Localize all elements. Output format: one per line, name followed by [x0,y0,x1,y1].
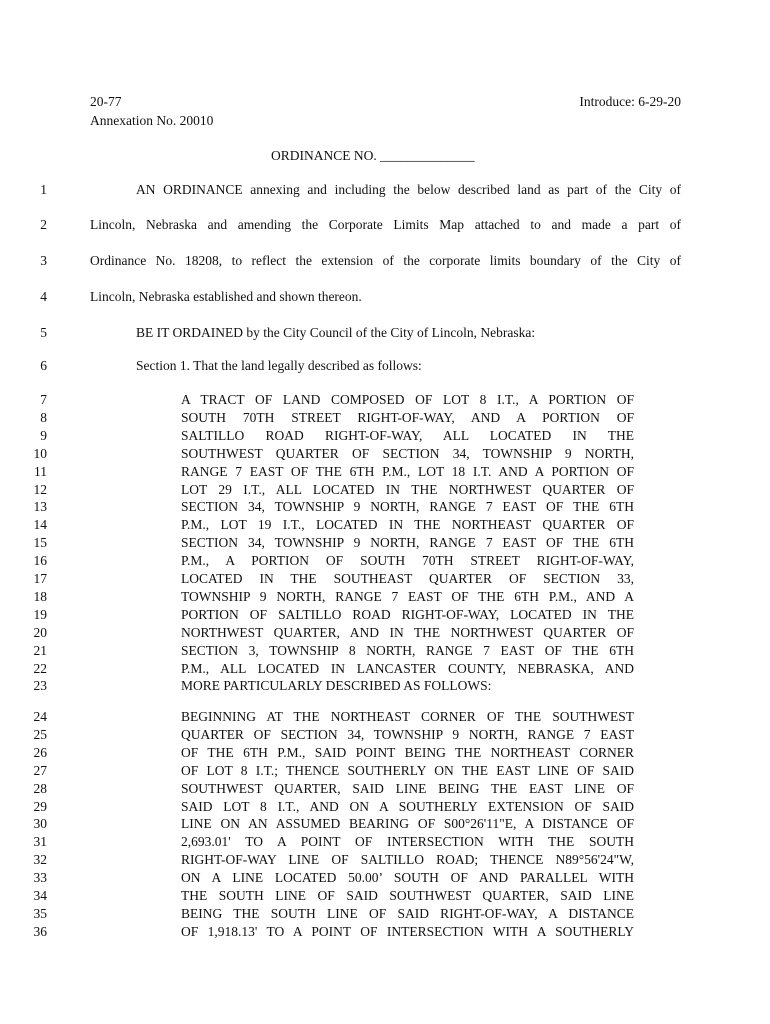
legal-description-line: RIGHT-OF-WAY LINE OF SALTILLO ROAD; THENCE N89°56'24"W, [181,852,634,868]
legal-description-line: BEGINNING AT THE NORTHEAST CORNER OF THE SOUTHWEST [181,709,634,724]
legal-description-line: MORE PARTICULARLY DESCRIBED AS FOLLOWS: [181,678,492,694]
line-number: 23 [33,678,47,694]
legal-description-line: SOUTHWEST QUARTER OF SECTION 34, TOWNSHIP 9 NORTH, [181,445,634,461]
line-number: 2 [40,217,47,232]
legal-description-line: THE SOUTH LINE OF SAID SOUTHWEST QUARTER, SAID LINE [181,888,634,903]
legal-description-line: RANGE 7 EAST OF THE 6TH P.M., LOT 18 I.T. AND A PORTION OF [181,463,634,479]
ordinance-text-line: Section 1. That the land legally described as follows: [136,358,422,373]
introduce-date: Introduce: 6-29-20 [579,94,681,109]
legal-description-line: SAID LOT 8 I.T., AND ON A SOUTHERLY EXTENSION OF SAID [181,798,634,814]
legal-description-line: BEING THE SOUTH LINE OF SAID RIGHT-OF-WAY, A DISTANCE [181,905,634,921]
legal-description-line: SALTILLO ROAD RIGHT-OF-WAY, ALL LOCATED IN THE [181,427,634,443]
line-number: 3 [40,253,47,268]
ordinance-text-line: Lincoln, Nebraska and amending the Corporate Limits Map attached to and made a part of [90,217,681,232]
legal-description-line: QUARTER OF SECTION 34, TOWNSHIP 9 NORTH, RANGE 7 EAST [181,726,634,742]
legal-description-line: LINE ON AN ASSUMED BEARING OF S00°26'11"E, A DISTANCE OF [181,816,634,832]
line-number: 15 [33,535,47,551]
line-number: 19 [33,606,47,622]
line-number: 14 [33,517,47,533]
line-number: 6 [40,358,47,373]
line-number: 20 [33,624,47,640]
legal-description-line: OF 1,918.13' TO A POINT OF INTERSECTION WITH A SOUTHERLY [181,923,634,939]
line-number: 34 [33,888,47,903]
line-number: 11 [34,463,47,479]
legal-description-line: TOWNSHIP 9 NORTH, RANGE 7 EAST OF THE 6TH P.M., AND A [181,588,634,604]
legal-description-line: PORTION OF SALTILLO ROAD RIGHT-OF-WAY, LOCATED IN THE [181,606,634,622]
legal-description-line: A TRACT OF LAND COMPOSED OF LOT 8 I.T., A PORTION OF [181,392,634,407]
line-number: 31 [33,834,47,850]
legal-description-line: SECTION 34, TOWNSHIP 9 NORTH, RANGE 7 EAST OF THE 6TH [181,535,634,551]
line-number: 18 [33,588,47,604]
ordinance-text-line: AN ORDINANCE annexing and including the below described land as part of the City of [136,182,681,197]
line-number: 10 [33,445,47,461]
legal-description-line: SOUTHWEST QUARTER, SAID LINE BEING THE EAST LINE OF [181,780,634,796]
line-number: 9 [40,427,47,443]
line-number: 32 [33,852,47,868]
ordinance-title: ORDINANCE NO. ______________ [271,148,475,163]
line-number: 29 [33,798,47,814]
legal-description-line: ON A LINE LOCATED 50.00’ SOUTH OF AND PARALLEL WITH [181,870,634,886]
line-number: 35 [33,905,47,921]
legal-description-line: LOT 29 I.T., ALL LOCATED IN THE NORTHWEST QUARTER OF [181,481,634,497]
line-number: 5 [40,325,47,340]
line-number: 24 [33,709,47,724]
legal-description-line: P.M., LOT 19 I.T., LOCATED IN THE NORTHEAST QUARTER OF [181,517,634,533]
line-number: 21 [33,642,47,658]
line-number: 22 [33,660,47,676]
legal-description-line: OF LOT 8 I.T.; THENCE SOUTHERLY ON THE EAST LINE OF SAID [181,762,634,778]
line-number: 30 [33,816,47,832]
line-number: 28 [33,780,47,796]
line-number: 17 [33,571,47,586]
annexation-number: Annexation No. 20010 [90,113,214,128]
legal-description-line: NORTHWEST QUARTER, AND IN THE NORTHWEST QUARTER OF [181,624,634,640]
legal-description-line: 2,693.01' TO A POINT OF INTERSECTION WITH THE SOUTH [181,834,634,850]
legal-description-line: OF THE 6TH P.M., SAID POINT BEING THE NORTHEAST CORNER [181,744,634,760]
line-number: 13 [33,499,47,515]
line-number: 16 [33,553,47,569]
line-number: 12 [33,481,47,497]
line-number: 27 [33,762,47,778]
line-number: 36 [33,923,47,939]
line-number: 4 [40,289,47,304]
line-number: 7 [40,392,47,407]
line-number: 1 [40,182,47,197]
line-number: 26 [33,744,47,760]
legal-description-line: P.M., ALL LOCATED IN LANCASTER COUNTY, NEBRASKA, AND [181,660,634,676]
line-number: 25 [33,726,47,742]
legal-description-line: SECTION 3, TOWNSHIP 8 NORTH, RANGE 7 EAST OF THE 6TH [181,642,634,658]
legal-description-line: SOUTH 70TH STREET RIGHT-OF-WAY, AND A PORTION OF [181,409,634,425]
line-number: 33 [33,870,47,886]
legal-description-line: SECTION 34, TOWNSHIP 9 NORTH, RANGE 7 EAST OF THE 6TH [181,499,634,515]
ordinance-text-line: BE IT ORDAINED by the City Council of the City of Lincoln, Nebraska: [136,325,536,340]
line-number: 8 [40,409,47,425]
bill-number: 20-77 [90,94,122,109]
ordinance-text-line: Ordinance No. 18208, to reflect the extension of the corporate limits boundary of the City of [90,253,681,268]
ordinance-text-line: Lincoln, Nebraska established and shown thereon. [90,289,362,304]
legal-description-line: LOCATED IN THE SOUTHEAST QUARTER OF SECTION 33, [181,571,634,586]
legal-description-line: P.M., A PORTION OF SOUTH 70TH STREET RIGHT-OF-WAY, [181,553,634,569]
